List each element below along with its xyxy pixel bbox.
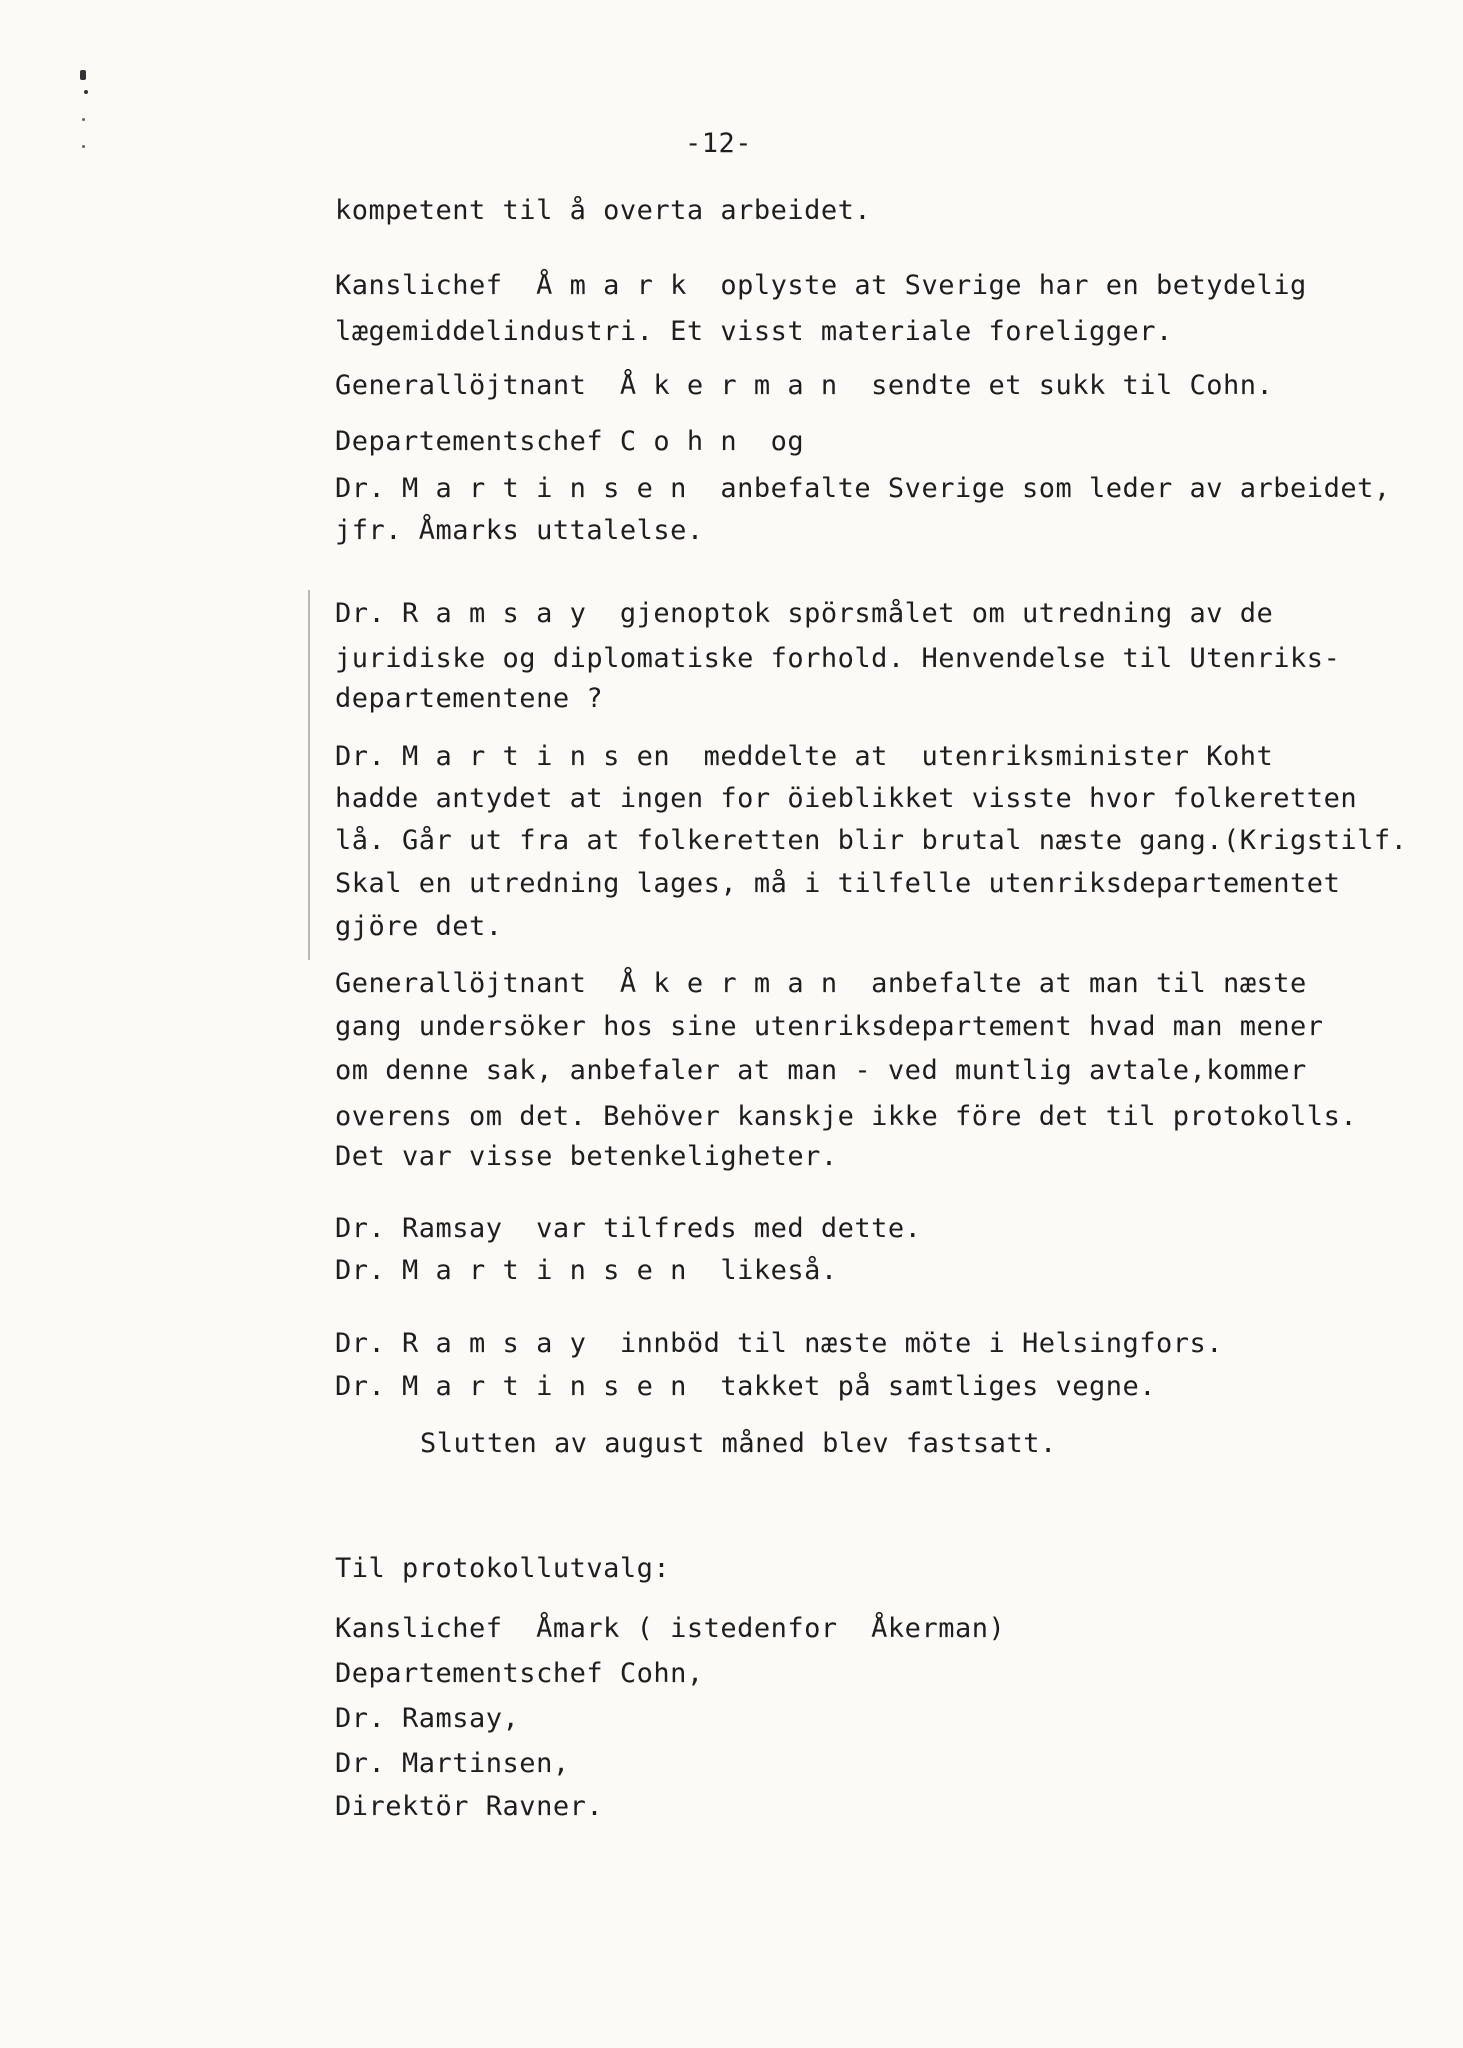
text-line: Skal en utredning lages, må i tilfelle utenriksdepartementet (335, 868, 1341, 899)
text-line: Dr. M a r t i n s e n likeså. (335, 1255, 838, 1286)
text-line: Dr. Martinsen, (335, 1748, 570, 1779)
text-line: Slutten av august måned blev fastsatt. (420, 1428, 1057, 1459)
margin-bracket (308, 590, 310, 960)
text-line: Til protokollutvalg: (335, 1553, 671, 1584)
edge-mark-mid (84, 90, 88, 94)
text-line: Dr. R a m s a y innböd til næste möte i Helsingfors. (335, 1328, 1224, 1359)
text-line: overens om det. Behöver kanskje ikke före det til protokolls. (335, 1101, 1358, 1132)
text-line: lå. Går ut fra at folkeretten blir brutal næste gang.(Krigstilf. (335, 825, 1408, 856)
text-line: Dr. M a r t i n s e n anbefalte Sverige som leder av arbeidet, (335, 473, 1391, 504)
text-line: Direktör Ravner. (335, 1791, 604, 1822)
text-line: Generallöjtnant Å k e r m a n sendte et sukk til Cohn. (335, 370, 1274, 401)
text-line: Dr. M a r t i n s e n takket på samtliges vegne. (335, 1371, 1157, 1402)
text-line: Det var visse betenkeligheter. (335, 1141, 838, 1172)
text-line: departementene ? (335, 683, 604, 714)
text-line: Departementschef Cohn, (335, 1658, 704, 1689)
edge-dot-2 (82, 145, 85, 148)
text-line: gang undersöker hos sine utenriksdepartement hvad man mener (335, 1011, 1324, 1042)
text-line: lægemiddelindustri. Et visst materiale foreligger. (335, 316, 1173, 347)
text-line: Dr. Ramsay, (335, 1703, 520, 1734)
text-line: juridiske og diplomatiske forhold. Henvendelse til Utenriks- (335, 643, 1341, 674)
text-line: Kanslichef Å m a r k oplyste at Sverige har en betydelig (335, 270, 1307, 301)
text-line: om denne sak, anbefaler at man - ved muntlig avtale,kommer (335, 1055, 1307, 1086)
text-line: Departementschef C o h n og (335, 426, 805, 457)
edge-mark-top (80, 70, 86, 80)
edge-dot-1 (82, 118, 85, 121)
text-line: gjöre det. (335, 911, 503, 942)
text-line: Kanslichef Åmark ( istedenfor Åkerman) (335, 1613, 1006, 1644)
text-line: Dr. Ramsay var tilfreds med dette. (335, 1213, 922, 1244)
text-line: jfr. Åmarks uttalelse. (335, 515, 704, 546)
page-number: -12- (685, 128, 753, 159)
text-line: Generallöjtnant Å k e r m a n anbefalte at man til næste (335, 968, 1307, 999)
text-line: Dr. R a m s a y gjenoptok spörsmålet om utredning av de (335, 598, 1274, 629)
text-line: Dr. M a r t i n s en meddelte at utenriksminister Koht (335, 741, 1274, 772)
text-line: hadde antydet at ingen for öieblikket visste hvor folkeretten (335, 783, 1358, 814)
text-line: kompetent til å overta arbeidet. (335, 195, 872, 226)
